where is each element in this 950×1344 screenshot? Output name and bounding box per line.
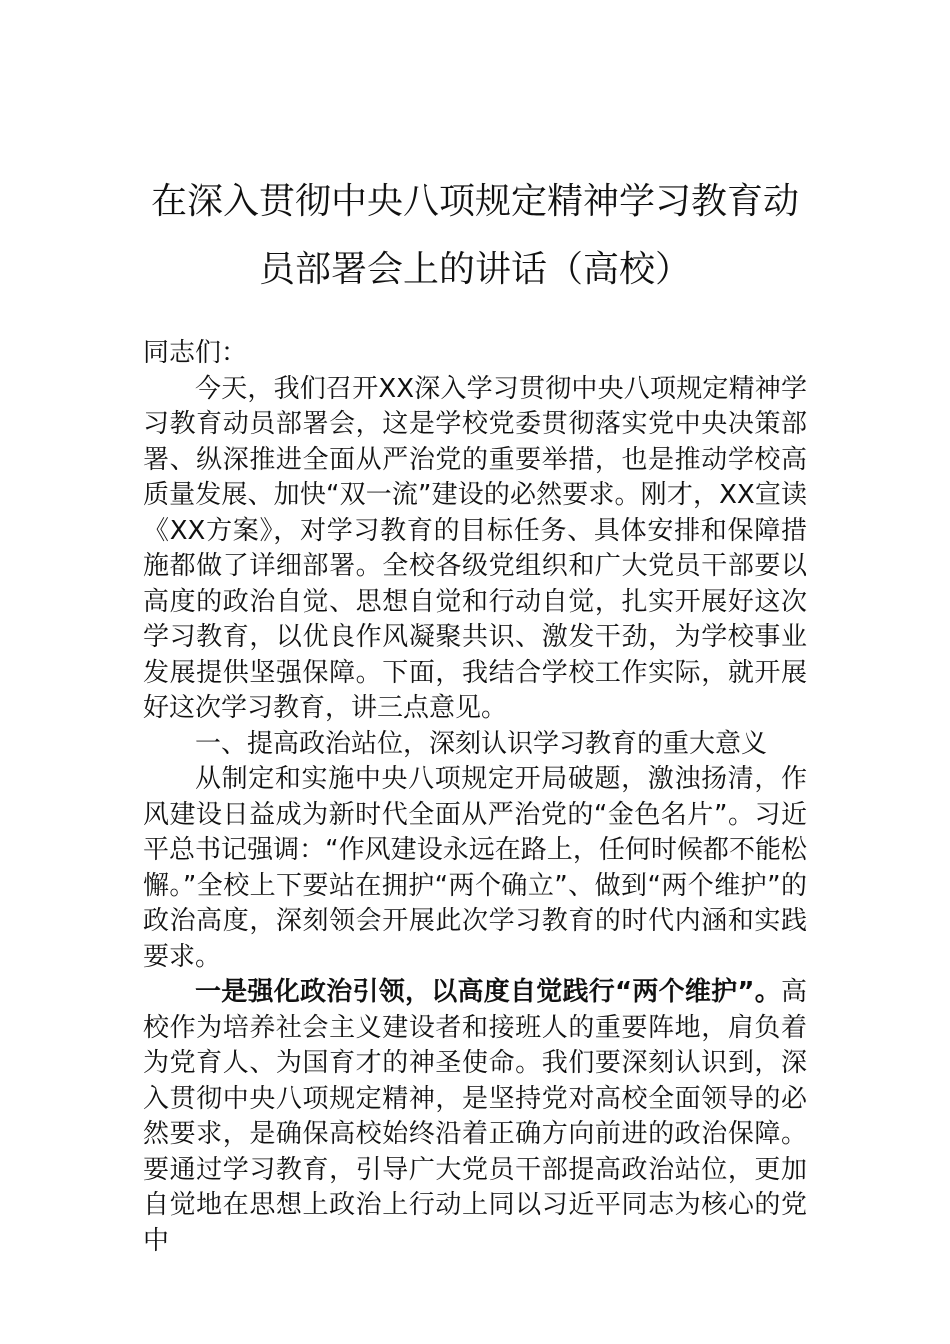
document-title — [140, 168, 810, 304]
title-line-1: 在深入贯彻中央八项规定精神学习教育动 — [150, 181, 799, 222]
document-body — [143, 336, 807, 1259]
paragraph-point-one — [143, 975, 807, 1259]
title-line-2: 员部署会上的讲话（高校） — [258, 249, 691, 290]
paragraph-significance: 从制定和实施中央八项规定开局破题，激浊扬清，作风建设日益成为新时代全面从严治党的“金色名片”。习近平总书记强调：“作风建设永远在路上，任何时候都不能松懈。”全校上下要站在拥护“两个确立”、做到“两个维护”的政治高度，深刻领会开展此次学习教育的时代内涵和实践要求。 — [143, 764, 807, 972]
greeting: 同志们： — [143, 338, 248, 368]
section-heading-1: 一、提高政治站位，深刻认识学习教育的重大意义 — [195, 728, 768, 759]
paragraph-intro: 今天，我们召开XX深入学习贯彻中央八项规定精神学习教育动员部署会，这是学校党委贯彻落实党中央决策部署、纵深推进全面从严治党的重要举措，也是推动学校高质量发展、加快“双一流”建设的必然要求。刚才，XX宣读《XX方案》，对学习教育的目标任务、具体安排和保障措施都做了详细部署。全校各级党组织和广大党员干部要以高度的政治自觉、思想自觉和行动自觉，扎实开展好这次学习教育，以优良作风凝聚共识、激发干劲，为学校事业发展提供坚强保障。下面，我结合学校工作实际，就开展好这次学习教育，讲三点意见。 — [143, 373, 807, 723]
point-one-lead: 一是强化政治引领，以高度自觉践行“两个维护”。 — [195, 977, 781, 1007]
point-one-text: 高校作为培养社会主义建设者和接班人的重要阵地，肩负着为党育人、为国育才的神圣使命。我们要深刻认识到，深入贯彻中央八项规定精神，是坚持党对高校全面领导的必然要求，是确保高校始终沿着正确方向前进的政治保障。要通过学习教育，引导广大党员干部提高政治站位，更加自觉地在思想上政治上行动上同以习近平同志为核心的党中 — [143, 977, 807, 1256]
